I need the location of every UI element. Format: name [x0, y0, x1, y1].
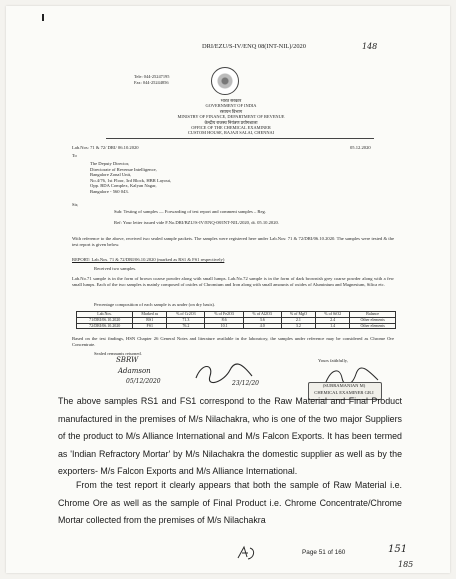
table-cell: 71.3 — [167, 317, 205, 323]
table-cell: 2.4 — [316, 317, 350, 323]
corner-mark — [42, 14, 44, 21]
handwritten-date: 23/12/20 — [232, 380, 259, 387]
initials-mark — [234, 544, 258, 562]
closing: Yours faithfully, — [318, 358, 348, 363]
dept-line: MINISTRY OF FINANCE, DEPARTMENT OF REVENUE — [177, 114, 285, 120]
table-header: % of SiO2 — [316, 312, 350, 318]
subject-line: Sub: Testing of samples — Forwarding of test report and comment samples – Reg. — [114, 209, 266, 214]
signatory-title: CHEMICAL EXAMINER GR.I — [314, 390, 374, 395]
department-header — [126, 98, 336, 136]
contact-line-2: Fax: 044-25244856 — [134, 80, 169, 85]
table-header: % of MgO — [281, 312, 315, 318]
description-paragraph: Lab.No.71 sample is in the form of brown coarse powder along with small lumps. Lab.No.72 sample is in the form of dark brownish grey coarse powder along with a few small lumps. Each of the two samples is mainly composed of oxides of Chromium and Iron along with small amounts of oxides of Aluminium and Magnesium, Silica etc. — [72, 276, 394, 287]
address-line: Bangalore - 560 043. — [90, 188, 129, 194]
table-cell: 72/DRI/06.10.2020 — [77, 323, 133, 329]
table-header: % of Al2O3 — [243, 312, 281, 318]
table-cell: 10.1 — [205, 323, 243, 329]
address-line: Opp. BDA Complex, Kalyan Nagar, — [90, 183, 157, 189]
remnants-line: Sealed remnants returned. — [94, 351, 142, 356]
address-line: Directorate of Revenue Intelligence, — [90, 166, 157, 172]
handwritten-note: Adamson — [118, 367, 151, 375]
table-cell: 1.4 — [316, 323, 350, 329]
table-cell: RS1 — [133, 317, 167, 323]
handwritten-note: 05/12/2020 — [126, 378, 161, 385]
dept-line: भारत सरकार — [220, 98, 242, 103]
table-cell: 2.1 — [281, 317, 315, 323]
table-header: Lab.Nos. — [77, 312, 133, 318]
contact-line-1: Tele: 044-25247195 — [134, 74, 170, 79]
table-cell: 76.2 — [167, 323, 205, 329]
dept-line: रसायन विभाग — [219, 108, 243, 114]
letter-date: 05.12.2020 — [350, 145, 371, 150]
received-line: Received two samples. — [94, 266, 137, 271]
composition-intro: Percentage composition of each sample is as under (on dry basis). — [94, 302, 216, 307]
government-emblem — [211, 67, 239, 95]
dept-line: CUSTOM HOUSE, RAJAJI SALAI, CHENNAI — [187, 130, 275, 136]
table-cell: 8.6 — [205, 317, 243, 323]
table-header: Balance — [350, 312, 396, 318]
file-reference: DRI/EZU/S-IV/ENQ 08(INT-NIL)/2020 — [202, 43, 306, 50]
table-cell: FS1 — [133, 323, 167, 329]
body-paragraph: The above samples RS1 and FS1 correspond to the Raw Material and Final Product manufactured in the premises of M/s Nilachakra, who is one of the two major Suppliers of the product to M/s Alliance International and M/s Falcon Exports. It has been termed as 'Indian Refractory Mortar' by M/s Nilachakra the domestic supplier as well as by the exporters- M/s Falcon Exports and M/s Alliance International. — [58, 396, 402, 477]
recipient-address — [90, 161, 171, 195]
salutation: Sir, — [72, 202, 79, 207]
composition-table — [76, 311, 396, 329]
table-cell: 4.0 — [243, 323, 281, 329]
dept-line: OFFICE OF THE CHEMICAL EXAMINER — [191, 125, 271, 131]
report-heading: REPORT: Lab.Nos. 71 & 72/DRI/06.10.2020 (marked as RS1 & FS1 respectively) — [72, 257, 225, 262]
signatory-name: (SUBRAMANIAN M) — [322, 383, 366, 388]
folio-number: 148 — [362, 42, 378, 51]
bottom-page-number: 185 — [398, 560, 414, 569]
address-line: No.4/76, 1st Floor, 3rd Block, HBR Layout, — [90, 177, 172, 183]
dept-line: केन्द्रीय राजस्व नियंत्रण प्रयोगशाला — [204, 119, 258, 125]
side-page-number: 151 — [388, 544, 408, 555]
dept-line: GOVERNMENT OF INDIA — [205, 103, 257, 109]
body-paragraph: From the test report it clearly appears that both the sample of Raw Material i.e. Chrome Ore as well as the sample of Final Product i.e. Chrome Concentrate/Chrome Mortar collected from the premises of M/s Nilachakra — [58, 480, 402, 526]
table-row — [77, 323, 396, 329]
table-header: % of Cr2O3 — [167, 312, 205, 318]
conclusion-paragraph: Based on the test findings, HSN Chapter 26 General Notes and literature available in the laboratory, the samples under reference may be considered as Chrome Ore Concentrate. — [72, 336, 394, 347]
address-line: The Deputy Director, — [90, 161, 130, 166]
table-header: Marked as — [133, 312, 167, 318]
page-number: Page 51 of 160 — [302, 549, 346, 556]
table-cell: 71/DRI/06.10.2020 — [77, 317, 133, 323]
table-header: % of Fe2O3 — [205, 312, 243, 318]
lab-number: Lab.Nos: 71 & 72/ DRI/ 06.10.2020 — [72, 145, 139, 150]
table-cell: 3.2 — [281, 323, 315, 329]
reference-line: Ref: Your letter issued vide F.No.DRI/BZU/S-IV/ENQ-08/INT-NIL/2020, dt. 05.10.2020. — [114, 220, 279, 225]
document-page — [6, 6, 450, 573]
intro-paragraph: With reference to the above, received two sealed sample packets. The samples were registered here under Lab.Nos: 71 & 72/DRI/06.10.2020. The samples were tested & the test report is given below. — [72, 236, 394, 247]
to-label: To — [72, 153, 77, 158]
table-cell: Other elements — [350, 317, 396, 323]
table-cell: Other elements — [350, 323, 396, 329]
header-rule — [106, 138, 374, 139]
address-line: Bangalore Zonal Unit, — [90, 172, 132, 178]
table-cell: 3.6 — [243, 317, 281, 323]
handwritten-note: SBRW — [116, 356, 139, 364]
